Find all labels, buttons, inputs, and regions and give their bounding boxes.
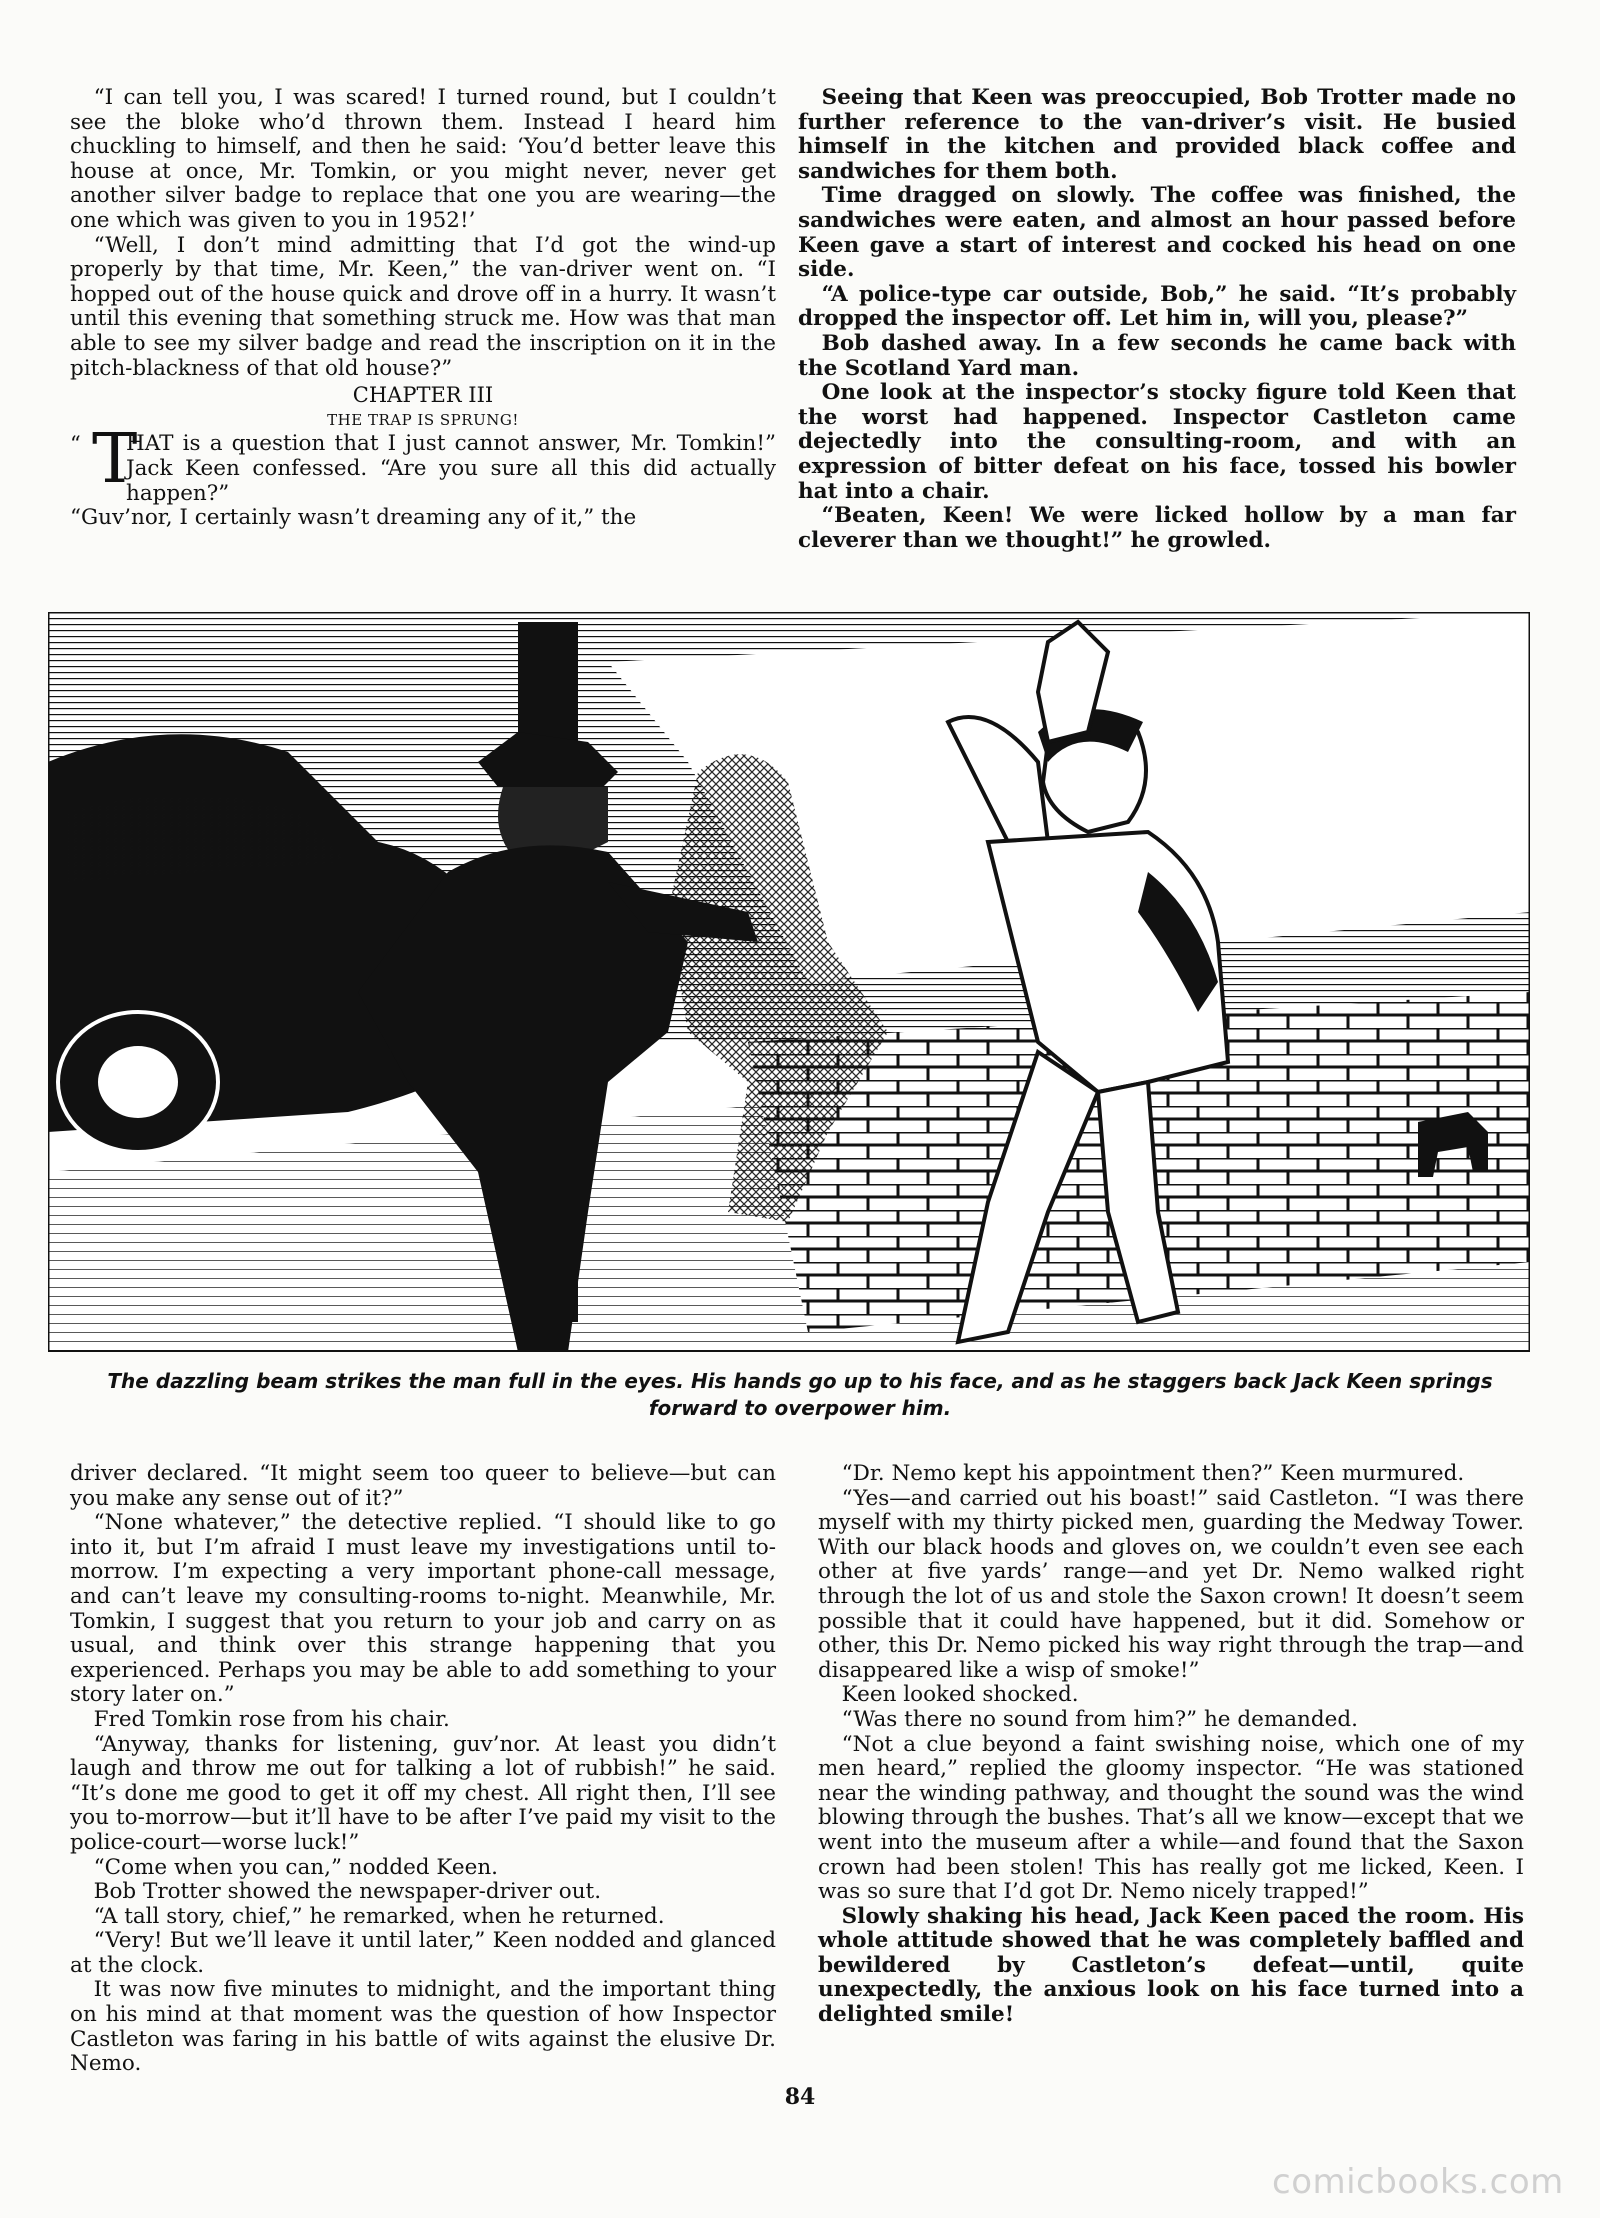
paragraph: “Very! But we’ll leave it until later,” Keen nodded and glanced at the clock. (70, 1928, 776, 1978)
paragraph: Time dragged on slowly. The coffee was finished, the sandwiches were eaten, and almost an hour passed before Keen gave a start of interest and cocked his head on one side. (798, 183, 1516, 283)
paragraph: Keen looked shocked. (841, 1682, 1079, 1708)
paragraph: “Well, I don’t mind admitting that I’d got the wind-up properly by that time, Mr. Keen,” the van-driver went on. “I hopped out of the house quick and drove off in a hurry. It wasn’t until this evening that something struck me. How was that man able to see my silver badge and read the inscription on it in the pitch-blackness of that old house?” (70, 232, 776, 381)
chapter-opening-paragraph (70, 420, 776, 506)
paragraph-text: is a question that I just cannot answer, Mr. Tomkin!” Jack Keen confessed. “Are you sure all this did actually happen?” (126, 431, 776, 506)
paragraph: “Guv’nor, I certainly wasn’t dreaming any of it,” the (70, 505, 637, 531)
top-right-column (798, 86, 1516, 553)
paragraph: “Anyway, thanks for listening, guv’nor. At least you didn’t laugh and throw me out for talking a lot of rubbish!” he said. “It’s done me good to get it off my chest. All right then, I’ll see you to-morrow—but it’ll have to be after I’ve paid my visit to the police-court—worse luck!” (70, 1731, 776, 1855)
paragraph: Bob Trotter showed the newspaper-driver out. (93, 1879, 602, 1905)
paragraph: “None whatever,” the detective replied. “I should like to go into it, but I’m afraid I must leave my investigations until to-morrow. I’m expecting a very important phone-call message, and can’t leave my consulting-rooms to-night. Meanwhile, Mr. Tomkin, I suggest that you return to your job and carry on as usual, and think over this strange happening that you experienced. Perhaps you may be able to add something to your story later on.” (70, 1510, 776, 1708)
paragraph: “Dr. Nemo kept his appointment then?” Keen murmured. (841, 1461, 1465, 1486)
open-quote: “ (70, 432, 81, 457)
paragraph: Fred Tomkin rose from his chair. (93, 1706, 450, 1732)
paragraph: Bob dashed away. In a few seconds he came back with the Scotland Yard man. (798, 330, 1516, 381)
paragraph: One look at the inspector’s stocky figure told Keen that the worst had happened. Inspector Castleton came dejectedly into the consulting-room, and with an expression of bitter defeat on his face, tossed his bowler hat into a chair. (798, 380, 1516, 504)
drop-cap: T (92, 420, 138, 500)
watermark: comicbooks.com (1272, 2162, 1564, 2202)
chapter-title: THE TRAP IS SPRUNG! (327, 410, 519, 429)
bottom-left-column (70, 1462, 776, 2077)
chapter-number: CHAPTER III (352, 383, 494, 408)
paragraph: driver declared. “It might seem too queer to believe—but can you make any sense out of it?” (70, 1461, 776, 1511)
story-illustration (48, 612, 1530, 1352)
bottom-right-column (818, 1462, 1524, 2028)
paragraph: Seeing that Keen was preoccupied, Bob Trotter made no further reference to the van-driver’s visit. He busied himself in the kitchen and provided black coffee and sandwiches for them both. (798, 85, 1516, 184)
paragraph: “Beaten, Keen! We were licked hollow by a man far cleverer than we thought!” he growled. (798, 503, 1516, 553)
paragraph: “A police-type car outside, Bob,” he said. “It’s probably dropped the inspector off. Let him in, will you, please?” (798, 281, 1516, 332)
drop-cap-rest: HAT (126, 431, 174, 457)
top-left-column (70, 86, 776, 531)
paragraph: “Yes—and carried out his boast!” said Castleton. “I was there myself with my thirty picked men, guarding the Medway Tower. With our black hoods and gloves on, we couldn’t even see each other at five yards’ range—and yet Dr. Nemo walked right through the lot of us and stole the Saxon crown! It doesn’t seem possible that it could have happened, but it did. Somehow or other, this Dr. Nemo picked his way right through the trap—and disappeared like a wisp of smoke!” (818, 1485, 1524, 1683)
illustration-caption: The dazzling beam strikes the man full in the eyes. His hands go up to his face, and as he staggers back Jack Keen springs forward to overpower him. (107, 1369, 1493, 1420)
page-number: 84 (784, 2084, 816, 2110)
paragraph: “Not a clue beyond a faint swishing noise, which one of my men heard,” replied the gloomy inspector. “He was stationed near the winding pathway, and thought the sound was the wind blowing through the bushes. That’s all we know—except that we went into the museum after a while—and found that the Saxon crown had been stolen! This has really got me licked, Keen. I was so sure that I’d got Dr. Nemo nicely trapped!” (818, 1731, 1524, 1905)
paragraph: “Come when you can,” nodded Keen. (93, 1854, 499, 1880)
paragraph: “I can tell you, I was scared! I turned round, but I couldn’t see the bloke who’d thrown them. Instead I heard him chuckling to himself, and then he said: ‘You’d better leave this house at once, Mr. Tomkin, or you might never, never get another silver badge to replace that one you are wearing—the one which was given to you in 1952!’ (70, 85, 776, 233)
paragraph: “Was there no sound from him?” he demanded. (841, 1706, 1358, 1732)
paragraph: “A tall story, chief,” he remarked, when he returned. (93, 1903, 665, 1929)
paragraph: It was now five minutes to midnight, and the important thing on his mind at that moment was the question of how Inspector Castleton was faring in his battle of wits against the elusive Dr. Nemo. (70, 1977, 776, 2077)
paragraph: Slowly shaking his head, Jack Keen paced the room. His whole attitude showed that he was completely baffled and bewildered by Castleton’s defeat—until, quite unexpectedly, the anxious look on his face turned into a delighted smile! (818, 1903, 1524, 2028)
